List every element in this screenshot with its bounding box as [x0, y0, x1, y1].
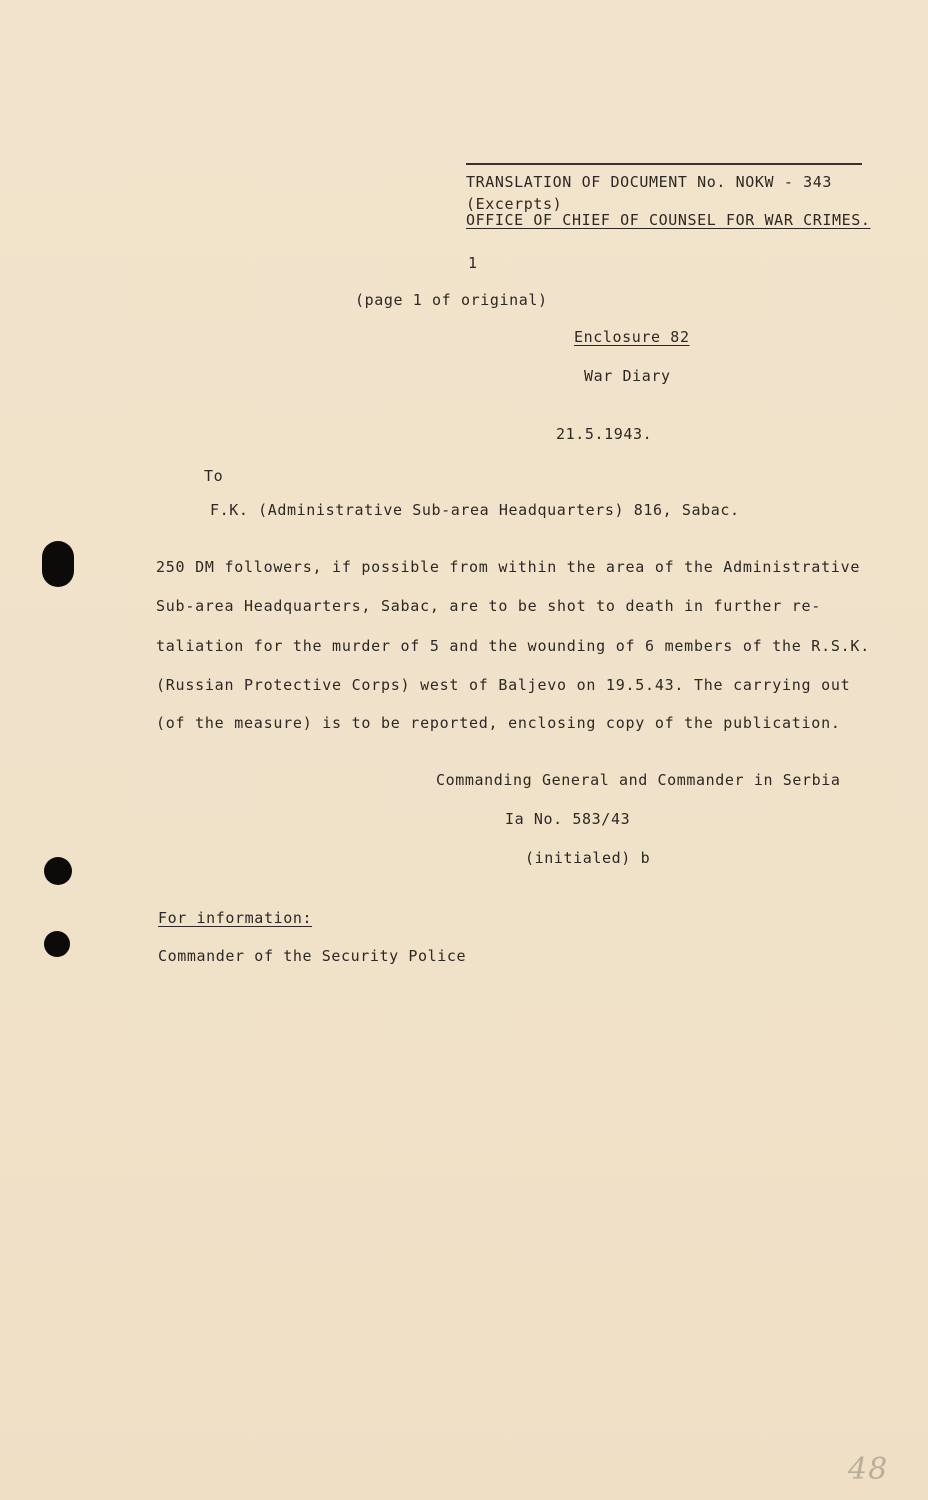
for-information-recipient: Commander of the Security Police [158, 947, 467, 965]
signature-title: Commanding General and Commander in Serbia [436, 771, 841, 789]
header-translation-line: TRANSLATION OF DOCUMENT No. NOKW - 343 [466, 173, 832, 191]
binder-hole-middle [44, 857, 72, 885]
body-line-1: 250 DM followers, if possible from within the area of the Administrative [156, 558, 861, 576]
page-number: 1 [468, 254, 478, 272]
binder-hole-double [42, 541, 74, 587]
header-excerpts-line: (Excerpts) [466, 195, 563, 213]
body-line-2: Sub-area Headquarters, Sabac, are to be shot to death in further re- [156, 597, 822, 615]
page-of-original: (page 1 of original) [355, 291, 548, 309]
signature-reference: Ia No. 583/43 [505, 810, 631, 828]
signature-initialed: (initialed) b [525, 849, 651, 867]
binder-hole-lower [44, 931, 70, 957]
to-label: To [204, 467, 224, 485]
header-rule [466, 163, 862, 165]
document-date: 21.5.1943. [556, 425, 653, 443]
header-office-line: OFFICE OF CHIEF OF COUNSEL FOR WAR CRIMES. [466, 211, 871, 229]
addressee-line: F.K. (Administrative Sub-area Headquarters) 816, Sabac. [210, 501, 740, 519]
enclosure-label: Enclosure 82 [574, 328, 690, 346]
body-line-3: taliation for the murder of 5 and the wounding of 6 members of the R.S.K. [156, 637, 870, 655]
for-information-label: For information: [158, 909, 313, 927]
body-line-4: (Russian Protective Corps) west of Baljevo on 19.5.43. The carrying out [156, 676, 851, 694]
war-diary-label: War Diary [584, 367, 671, 385]
body-line-5: (of the measure) is to be reported, enclosing copy of the publication. [156, 714, 841, 732]
handwritten-page-number: 48 [848, 1452, 889, 1487]
